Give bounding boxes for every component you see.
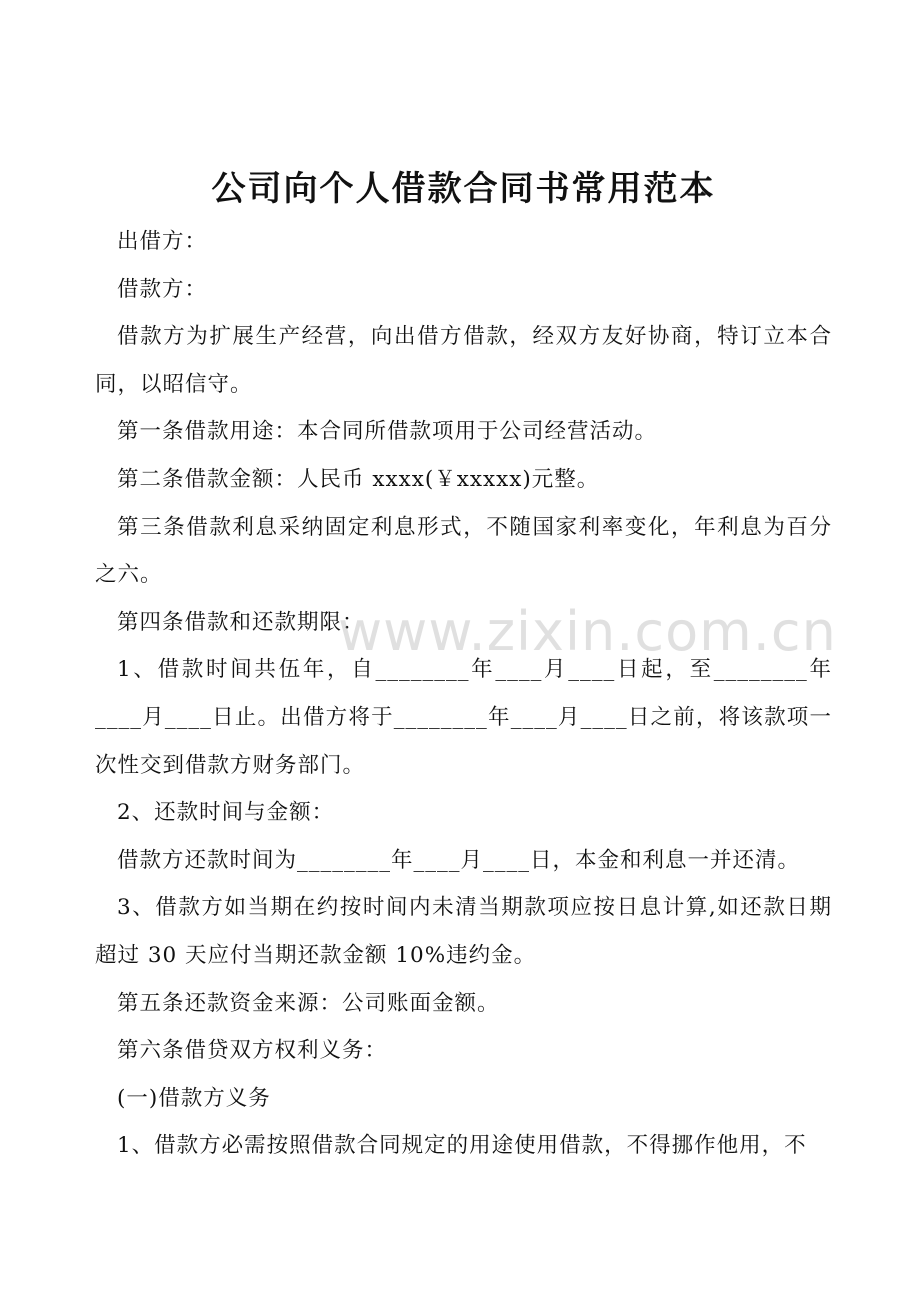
watermark-text: www.zixin.com.cn [338, 600, 837, 663]
paragraph-article-4: 第四条借款和还款期限： [117, 609, 365, 635]
paragraph-borrower-obligations: (一)借款方义务 [117, 1085, 271, 1111]
paragraph-borrower: 借款方： [117, 276, 208, 302]
paragraph-article-1: 第一条借款用途：本合同所借款项用于公司经营活动。 [117, 419, 658, 445]
paragraph-article-5: 第五条还款资金来源：公司账面金额。 [117, 990, 500, 1016]
paragraph-article-2: 第二条借款金额：人民币 xxxx(￥xxxxx)元整。 [117, 466, 600, 492]
paragraph-article-6: 第六条借贷双方权利义务： [117, 1038, 388, 1064]
paragraph-repayment-time: 借款方还款时间为________年____月____日，本金和利息一并还清。 [117, 847, 801, 873]
paragraph-clause-4-2: 2、还款时间与金额： [117, 800, 335, 826]
paragraph-lender: 出借方： [117, 229, 208, 254]
paragraph-preamble: 借款方为扩展生产经营，向出借方借款，经双方友好协商，特订立本合同，以昭信守。 [95, 324, 832, 397]
paragraph-article-3: 第三条借款利息采纳固定利息形式，不随国家利率变化，年利息为百分之六。 [95, 514, 832, 588]
document-title: 公司向个人借款合同书常用范本 [211, 169, 716, 209]
paragraph-clause-4-3: 3、借款方如当期在约按时间内未清当期款项应按日息计算,如还款日期超过 30 天应付当期还款金额 10%违约金。 [95, 895, 832, 968]
paragraph-clause-4-1: 1、借款时间共伍年，自________年____月____日起，至________年____月____日止。出借方将于________年____月____日之前，将该款项一次性交到借款方财务部门。 [95, 657, 832, 778]
paragraph-obligation-1: 1、借款方必需按照借款合同规定的用途使用借款，不得挪作他用，不 [117, 1133, 807, 1159]
